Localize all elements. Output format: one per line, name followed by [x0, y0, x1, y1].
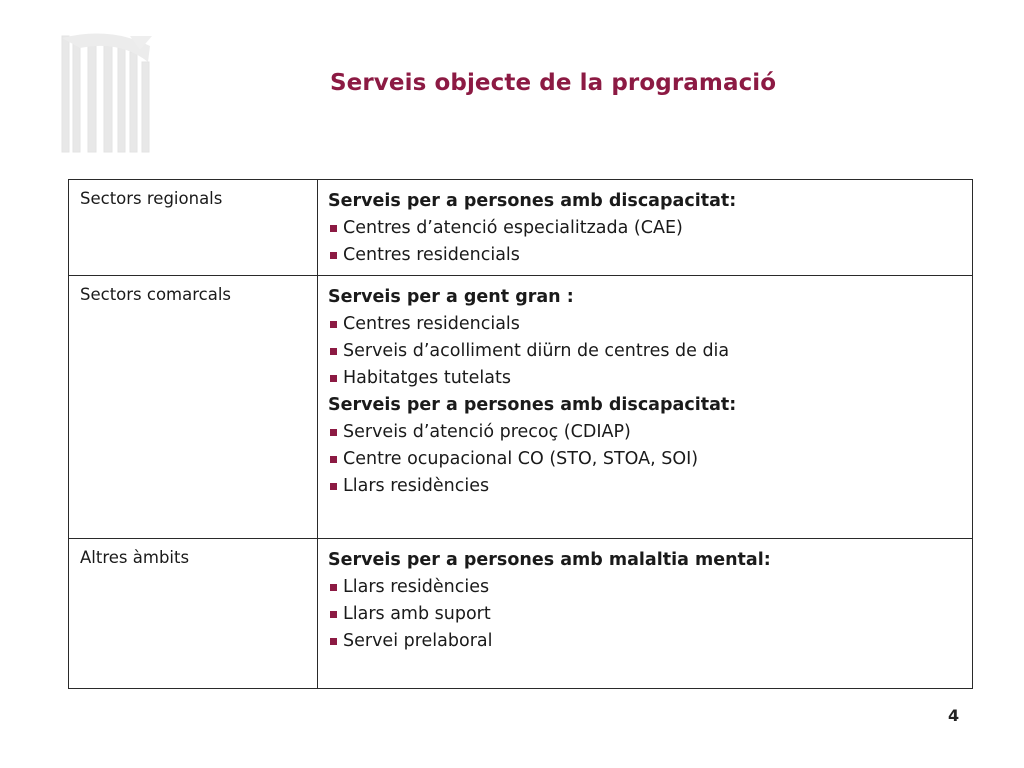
list-item-text: Habitatges tutelats [343, 368, 512, 388]
square-bullet-icon [330, 638, 337, 645]
list-item [328, 419, 966, 446]
square-bullet-icon [330, 429, 337, 436]
square-bullet-icon [330, 611, 337, 618]
slide-title: Serveis objecte de la programació [330, 70, 777, 96]
square-bullet-icon [330, 321, 337, 328]
list-item [328, 628, 966, 655]
services-cell [318, 539, 973, 689]
list-item-text: Centres residencials [343, 314, 520, 334]
square-bullet-icon [330, 375, 337, 382]
square-bullet-icon [330, 483, 337, 490]
list-item [328, 242, 966, 269]
list-item-text: Llars residències [343, 476, 490, 496]
service-group-heading: Serveis per a persones amb discapacitat: [328, 395, 737, 415]
service-group-heading: Serveis per a gent gran : [328, 287, 574, 307]
square-bullet-icon [330, 252, 337, 259]
square-bullet-icon [330, 225, 337, 232]
list-item [328, 446, 966, 473]
list-item-text: Llars residències [343, 577, 490, 597]
list-item [328, 215, 966, 242]
services-cell [318, 276, 973, 539]
list-item-text: Serveis d’acolliment diürn de centres de dia [343, 341, 730, 361]
list-item [328, 311, 966, 338]
table-row [69, 180, 973, 276]
services-table [68, 179, 973, 689]
service-group-heading: Serveis per a persones amb malaltia mental: [328, 550, 771, 570]
service-group-heading: Serveis per a persones amb discapacitat: [328, 191, 737, 211]
square-bullet-icon [330, 456, 337, 463]
list-item-text: Llars amb suport [343, 604, 491, 624]
sector-label: Sectors comarcals [80, 285, 232, 304]
list-item-text: Centres residencials [343, 245, 520, 265]
services-cell [318, 180, 973, 276]
institution-logo-icon [60, 32, 156, 156]
sector-label: Altres àmbits [80, 548, 190, 567]
list-item [328, 473, 966, 500]
table-row [69, 539, 973, 689]
list-item-text: Serveis d’atenció precoç (CDIAP) [343, 422, 631, 442]
list-item-text: Centres d’atenció especialitzada (CAE) [343, 218, 683, 238]
table-row [69, 276, 973, 539]
sector-cell [69, 180, 318, 276]
list-item-text: Servei prelaboral [343, 631, 493, 651]
square-bullet-icon [330, 348, 337, 355]
list-item-text: Centre ocupacional CO (STO, STOA, SOI) [343, 449, 699, 469]
square-bullet-icon [330, 584, 337, 591]
sector-cell [69, 539, 318, 689]
sector-cell [69, 276, 318, 539]
list-item [328, 601, 966, 628]
list-item [328, 574, 966, 601]
page-number: 4 [948, 706, 960, 725]
list-item [328, 338, 966, 365]
list-item [328, 365, 966, 392]
sector-label: Sectors regionals [80, 189, 223, 208]
